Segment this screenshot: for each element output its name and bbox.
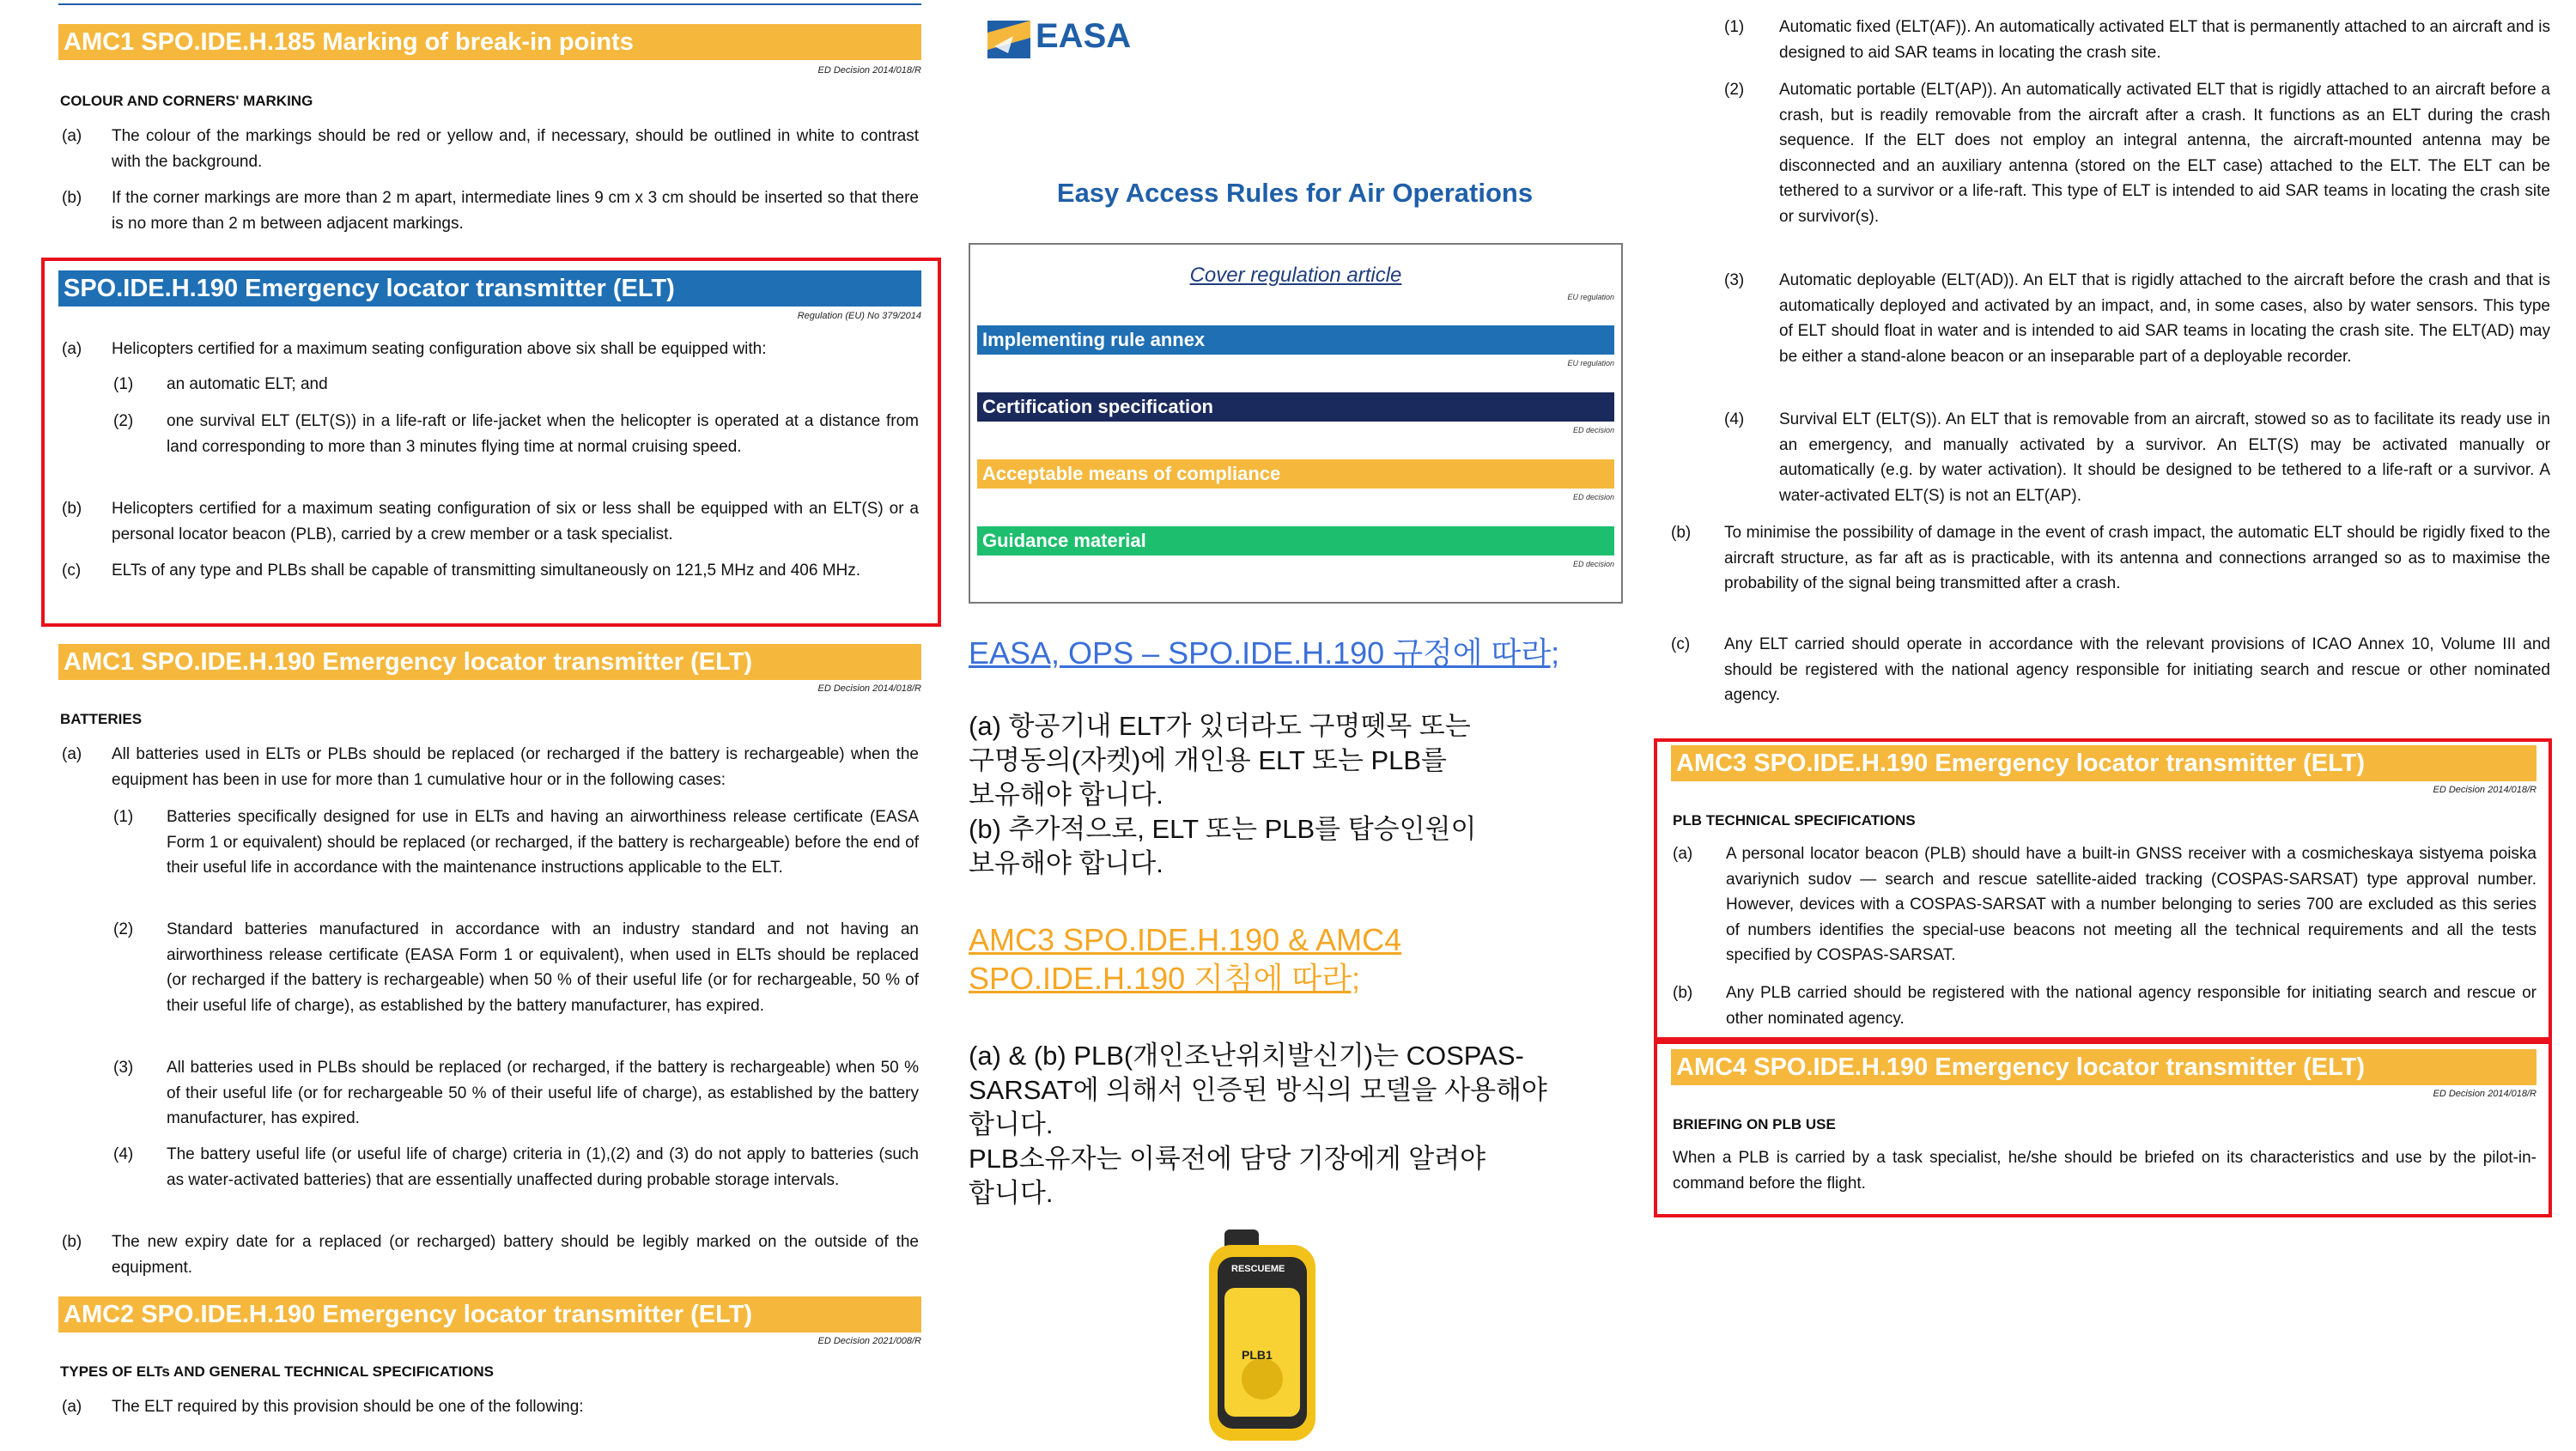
amc1-185-header: AMC1 SPO.IDE.H.185 Marking of break-in points (58, 24, 921, 60)
item-label: (1) (1724, 18, 1745, 36)
korean-line: PLB소유자는 이륙전에 담당 기장에게 알려야 (969, 1144, 1486, 1174)
amc2-c: Any ELT carried should operate in accordance with the relevant provisions of ICAO Annex 10, Volume III and should be registered with the national agency responsible for initiating search and rescue or other nominated agency. (1724, 635, 2550, 704)
elt-type-4: Survival ELT (ELT(S)). An ELT that is removable from an aircraft, stowed so as to facilitate its ready use in an emergency, and manually activated by a survivor. An ELT(S) may be activated manually or automatically (e.g. by water activation). It should be designed to be tethered to a life-raft or a survivor. A water-activated ELT(S) is not an ELT(AP). (1779, 410, 2550, 505)
item-label: (c) (1671, 635, 1691, 653)
h190-b: Helicopters certified for a maximum seating configuration of six or less shall be equipped with an ELT(S) or a personal locator beacon (PLB), carried by a crew member or a task specialist. (112, 500, 919, 543)
korean-line: SARSAT에 의해서 인증된 방식의 모델을 사용해야 (969, 1075, 1547, 1105)
amc3-190-subtitle: PLB TECHNICAL SPECIFICATIONS (1673, 812, 1916, 829)
h190-a: Helicopters certified for a maximum seating configuration above six shall be equipped with: (112, 340, 767, 358)
amc2-190-subtitle: TYPES OF ELTs AND GENERAL TECHNICAL SPECIFICATIONS (60, 1363, 495, 1380)
legend-ed-decision: ED decision (1572, 560, 1614, 568)
amc1-190-subtitle: BATTERIES (60, 711, 143, 727)
amc1-190-a: All batteries used in ELTs or PLBs should be replaced (or recharged if the battery is rechargeable) when the equipment has been in use for more than 1 cumulative hour or in the following cases: (112, 745, 919, 789)
item-label: (a) (1673, 845, 1693, 863)
amc1-185-b: If the corner markings are more than 2 m apart, intermediate lines 9 cm x 3 cm should be inserted so that there is no more than 2 m between adjacent markings. (112, 189, 919, 233)
amc4-190-decision: ED Decision 2014/018/R (2433, 1089, 2537, 1099)
amc1-190-header: AMC1 SPO.IDE.H.190 Emergency locator transmitter (ELT) (58, 644, 921, 680)
amc4-190-subtitle: BRIEFING ON PLB USE (1673, 1116, 1836, 1132)
easa-logo-text: EASA (1036, 17, 1132, 55)
korean-heading-1: EASA, OPS – SPO.IDE.H.190 규정에 따라; (969, 635, 1560, 671)
item-label: (1) (113, 375, 134, 393)
spo-ide-h190-header: SPO.IDE.H.190 Emergency locator transmitter (ELT) (58, 270, 921, 307)
amc2-190-header: AMC2 SPO.IDE.H.190 Emergency locator transmitter (ELT) (58, 1296, 921, 1333)
amc1-185-subtitle: COLOUR AND CORNERS' MARKING (60, 93, 313, 109)
korean-line: 합니다. (969, 1178, 1054, 1208)
h190-a1: an automatic ELT; and (167, 375, 328, 393)
amc4-190-text: When a PLB is carried by a task specialist, he/she should be briefed on its characteristics and use by the pilot-in-command before the flight. (1673, 1149, 2537, 1193)
legend-guidance-material: Guidance material (977, 526, 1614, 556)
legend-amc: Acceptable means of compliance (977, 459, 1614, 489)
spo-ide-h190-regulation: Regulation (EU) No 379/2014 (797, 311, 921, 321)
legend-ed-decision: ED decision (1572, 493, 1614, 501)
korean-line: 보유해야 합니다. (969, 780, 1163, 810)
legend-cover-title: Cover regulation article (1189, 264, 1402, 287)
plb-device-image (1194, 1228, 1331, 1447)
amc1-190-a2: Standard batteries manufactured in accordance with an industry standard and not having an airworthiness release certificate (EASA Form 1 or equivalent), when used in ELTs should be replaced (or recharged if the battery is rechargeable) when 50 % of their useful life (or for rechargeable, 50 % of their useful life of charge), as established by the battery manufacturer, has expired. (167, 920, 919, 1015)
highlight-box-amc4 (1654, 1041, 2552, 1217)
device-label: PLB1 (1242, 1348, 1273, 1362)
amc1-190-a3: All batteries used in PLBs should be replaced (or recharged, if the battery is rechargeable) when 50 % of their useful life (or for rechargeable 50 % of their useful life of charge), as established by the battery manufacturer, has expired. (167, 1059, 919, 1127)
legend-implementing-rule: Implementing rule annex (977, 325, 1614, 355)
amc2-190-a: The ELT required by this provision should be one of the following: (112, 1398, 584, 1416)
item-label: (4) (1724, 410, 1745, 428)
legend-ed-decision: ED decision (1572, 426, 1614, 434)
korean-line: 보유해야 합니다. (969, 848, 1163, 878)
amc4-190-header: AMC4 SPO.IDE.H.190 Emergency locator transmitter (ELT) (1671, 1049, 2537, 1085)
item-label: (b) (62, 500, 82, 518)
amc3-190-a: A personal locator beacon (PLB) should have a built-in GNSS receiver with a cosmicheskaya sistyema poiska avariynich sudov — search and rescue satellite-aided tracking (COSPAS-SARSAT) type approval number. However, devices with a COSPAS-SARSAT with a number belonging to series 700 are excluded as this series of numbers identifies the special-use beacons not meeting all the technical requirements and all the tests specified by COSPAS-SARSAT. (1726, 845, 2537, 964)
legend-eu-regulation: EU regulation (1567, 293, 1614, 301)
item-label: (a) (62, 1398, 82, 1416)
legend-certification-spec: Certification specification (977, 392, 1614, 422)
item-label: (2) (113, 920, 134, 938)
h190-c: ELTs of any type and PLBs shall be capable of transmitting simultaneously on 121,5 MHz and 406 MHz. (112, 562, 861, 580)
amc1-190-b: The new expiry date for a replaced (or recharged) battery should be legibly marked on the outside of the equipment. (112, 1233, 919, 1277)
item-label: (b) (1671, 524, 1692, 542)
h190-a2: one survival ELT (ELT(S)) in a life-raft or life-jacket when the helicopter is operated at a distance from land corresponding to more than 3 minutes flying time at normal cruising speed. (167, 412, 919, 456)
amc3-190-decision: ED Decision 2014/018/R (2433, 785, 2537, 795)
amc1-190-a4: The battery useful life (or useful life of charge) criteria in (1),(2) and (3) do not apply to batteries (such as water-activated batteries) that are essentially unaffected during probable storage intervals. (167, 1145, 919, 1189)
amc1-185-decision: ED Decision 2014/018/R (817, 65, 921, 76)
korean-line: 합니다. (969, 1109, 1054, 1139)
item-label: (b) (1673, 984, 1693, 1002)
item-label: (3) (1724, 271, 1745, 289)
korean-line: (a) 항공기내 ELT가 있더라도 구명뗏목 또는 (969, 711, 1471, 741)
item-label: (3) (113, 1059, 134, 1077)
elt-type-2: Automatic portable (ELT(AP)). An automatically activated ELT that is rigidly attached to an aircraft before a crash, but is readily removable from the aircraft after a crash. It functions as an ELT during the crash sequence. If the ELT does not employ an integral antenna, the aircraft-mounted antenna may be disconnected and an auxiliary antenna (stored on the ELT case) attached to the ELT. The ELT can be tethered to a survivor or a life-raft. This type of ELT is intended to aid SAR teams in locating the crash site or survivor(s). (1779, 81, 2550, 226)
highlight-box-spo-ide-h190 (41, 258, 941, 627)
item-label: (1) (113, 808, 134, 826)
item-label: (2) (1724, 81, 1745, 99)
korean-line: 구명동의(자켓)에 개인용 ELT 또는 PLB를 (969, 745, 1447, 775)
highlight-box-amc3 (1654, 738, 2552, 1041)
elt-type-1: Automatic fixed (ELT(AF)). An automatically activated ELT that is permanently attached to an aircraft and is designed to aid SAR teams in locating the crash site. (1779, 18, 2550, 62)
top-divider (58, 3, 921, 5)
item-label: (b) (62, 189, 82, 207)
korean-heading-2a: AMC3 SPO.IDE.H.190 & AMC4 (969, 922, 1402, 957)
amc1-185-a: The colour of the markings should be red or yellow and, if necessary, should be outlined in white to contrast with the background. (112, 127, 919, 171)
item-label: (2) (113, 412, 134, 430)
legend-eu-regulation: EU regulation (1567, 359, 1614, 367)
amc2-190-decision: ED Decision 2021/008/R (817, 1336, 921, 1346)
amc1-190-a1: Batteries specifically designed for use in ELTs and having an airworthiness release certificate (EASA Form 1 or equivalent) should be replaced (or recharged, if the battery is rechargeable) before the end of their useful life in accordance with the maintenance instructions applicable to the ELT. (167, 808, 919, 877)
legend-box (969, 243, 1623, 604)
amc1-190-decision: ED Decision 2014/018/R (817, 683, 921, 694)
amc2-b: To minimise the possibility of damage in the event of crash impact, the automatic ELT should be rigidly fixed to the aircraft structure, as far aft as is practicable, with its antenna and connections arranged so as to maximise the probability of the signal being transmitted after a crash. (1724, 524, 2550, 592)
amc3-190-b: Any PLB carried should be registered with the national agency responsible for initiating search and rescue or other nominated agency. (1726, 984, 2537, 1028)
item-label: (a) (62, 340, 82, 358)
item-label: (a) (62, 745, 82, 763)
item-label: (a) (62, 127, 82, 145)
device-brand: RESCUEME (1231, 1264, 1285, 1274)
korean-line: (b) 추가적으로, ELT 또는 PLB를 탑승인원이 (969, 814, 1477, 844)
korean-heading-2b: SPO.IDE.H.190 지침에 따라; (969, 961, 1360, 996)
doc-title: Easy Access Rules for Air Operations (1056, 178, 1534, 208)
korean-line: (a) & (b) PLB(개인조난위치발신기)는 COSPAS- (969, 1041, 1524, 1071)
item-label: (b) (62, 1233, 82, 1251)
elt-type-3: Automatic deployable (ELT(AD)). An ELT that is rigidly attached to the aircraft before the crash and that is automatically deployed and activated by an impact, and, in some cases, also by water sensors. This type of ELT should float in water and is intended to aid SAR teams in locating the crash site. The ELT(AD) may be either a stand-alone beacon or an inseparable part of a deployable recorder. (1779, 271, 2550, 366)
item-label: (4) (113, 1145, 134, 1163)
item-label: (c) (62, 562, 82, 580)
easa-logo-icon (987, 21, 1030, 58)
amc3-190-header: AMC3 SPO.IDE.H.190 Emergency locator transmitter (ELT) (1671, 745, 2537, 781)
